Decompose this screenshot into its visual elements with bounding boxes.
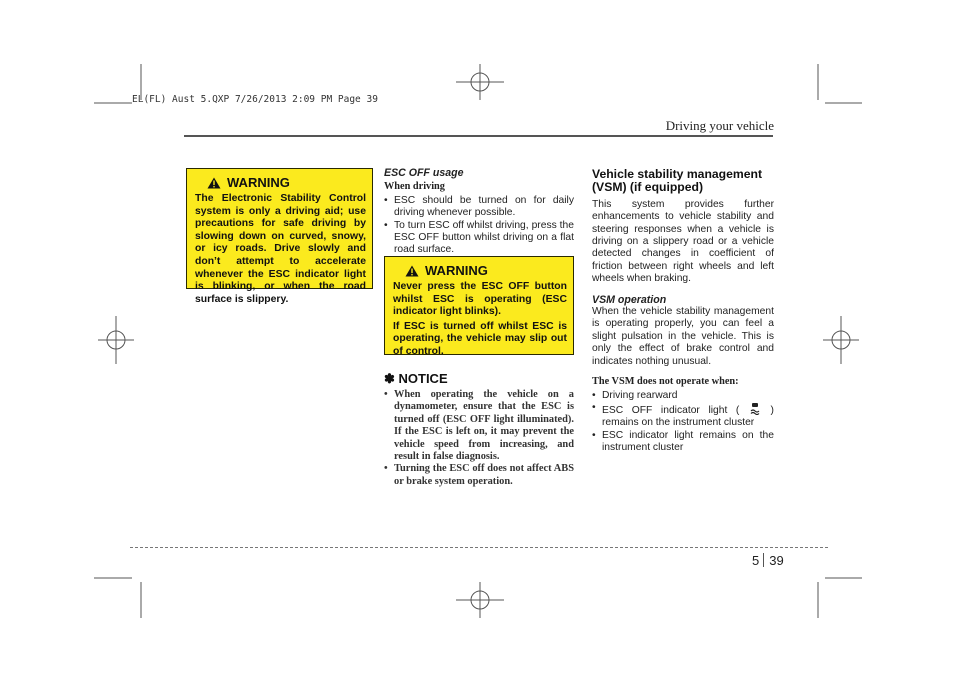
warning-title: WARNING [227, 175, 290, 190]
vsm-intro: This system provides further enhancements to vehicle stability and steering responses when a vehicle is driving on a slippery road or a vehicle detected changes in coefficient of friction between right wheels and left wheels when braking. [592, 198, 774, 285]
list-item: • ESC indicator light remains on the instrument cluster [592, 430, 774, 455]
notice-block [384, 371, 574, 488]
esc-button-warning-box [384, 256, 574, 355]
warning-title: WARNING [425, 263, 488, 278]
middle-column [384, 167, 574, 257]
registration-mark-icon [456, 64, 504, 100]
warning-paragraph: If ESC is turned off whilst ESC is operating, the vehicle may slip out of control. [393, 320, 567, 357]
warning-triangle-icon [405, 265, 419, 277]
right-column [592, 168, 774, 455]
when-driving-label: When driving [384, 181, 445, 193]
page-number-value: 39 [769, 553, 784, 568]
registration-mark-icon [823, 316, 859, 364]
chapter-number: 5 [752, 553, 760, 568]
vsm-not-operate-heading: The VSM does not operate when: [592, 376, 739, 388]
warning-triangle-icon [207, 177, 221, 189]
file-info-line: EL(FL) Aust 5.QXP 7/26/2013 2:09 PM Page 39 [132, 94, 378, 105]
vsm-operation-text: When the vehicle stability management is operating properly, you can feel a slight pulsation in the vehicle. This is only the effect of brake control and indicates nothing unusual. [592, 306, 774, 367]
registration-mark-icon [98, 316, 134, 364]
warning-text: The Electronic Stability Control system is only a driving aid; use precautions for safe driving by slowing down on curved, snowy, or icy roads. Drive slowly and don’t attempt to accelerate whenever the ESC indicator light is blinking, or when the road surface is slippery. [195, 193, 366, 305]
section-title: Driving your vehicle [665, 118, 774, 133]
esc-off-heading: ESC OFF usage [384, 167, 464, 179]
vsm-heading: Vehicle stability management (VSM) (if equipped) [592, 167, 763, 195]
list-item: • Turning the ESC off does not affect ABS or brake system operation. [384, 463, 574, 488]
list-item-text: ESC OFF indicator light ( [602, 404, 740, 416]
list-item: • When operating the vehicle on a dynamometer, ensure that the ESC is turned off (ESC OFF light illuminated). If the ESC is left on, it may prevent the vehicle speed from increasing, and result in false diagnosis. [384, 389, 574, 463]
warning-header [207, 175, 366, 190]
list-item [592, 402, 774, 430]
list-item: • Driving rearward [592, 390, 774, 402]
registration-mark-icon [456, 582, 504, 618]
list-item: • To turn ESC off whilst driving, press the ESC OFF button whilst driving on a flat road surface. [384, 220, 574, 257]
footer-rule [130, 547, 828, 548]
list-item-text: ) remains on the instrument cluster [602, 404, 774, 429]
header-rule [184, 135, 773, 137]
esc-warning-box [186, 168, 373, 305]
warning-header [405, 263, 567, 278]
list-item: • ESC should be turned on for daily driving whenever possible. [384, 195, 574, 220]
vsm-operation-heading: VSM operation [592, 293, 667, 306]
page-number [752, 553, 784, 568]
esc-off-indicator-icon [748, 402, 762, 415]
warning-text [393, 281, 567, 359]
page-number-separator [763, 553, 764, 567]
notice-title: ✽ NOTICE [384, 371, 448, 386]
warning-paragraph: Never press the ESC OFF button whilst ESC is operating (ESC indicator light blinks). [393, 281, 567, 318]
